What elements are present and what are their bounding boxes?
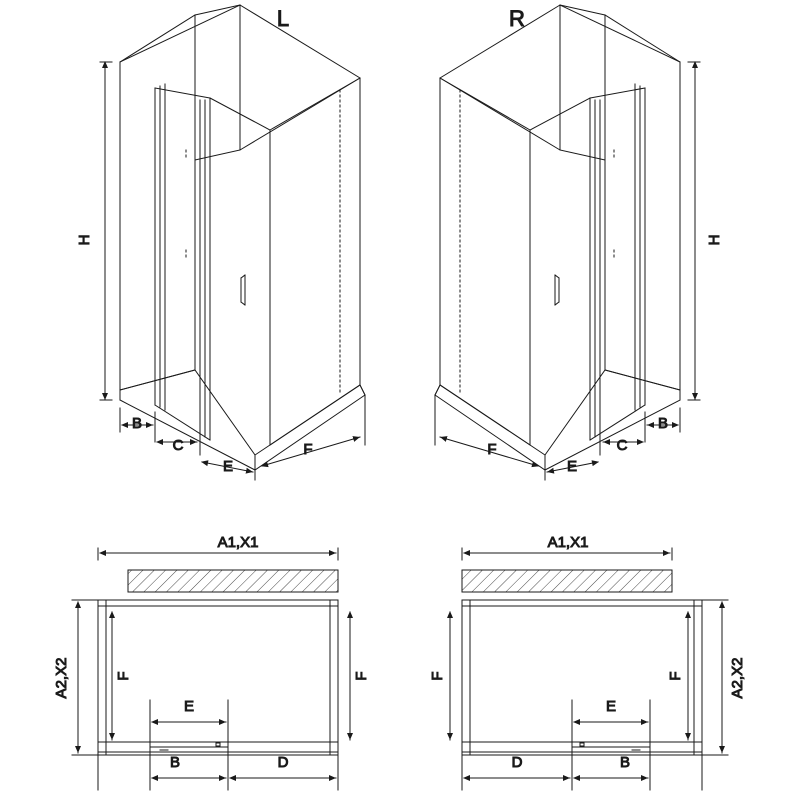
plan-right-top-dim: A1,X1 [547, 533, 589, 551]
iso-left-label-b: B [131, 414, 143, 432]
title-right: R [509, 5, 525, 31]
plan-left-inner-f-right: F [352, 671, 370, 681]
plan-left-dim-d: D [277, 753, 289, 771]
iso-left-label-e: E [222, 457, 234, 475]
iso-right-group [435, 5, 723, 480]
plan-left-dim-b: B [169, 753, 181, 771]
plan-left-inner-f-left: F [114, 671, 132, 681]
iso-right-label-c: C [616, 436, 628, 454]
plan-left-group [53, 534, 370, 790]
iso-right-label-e: E [566, 457, 578, 475]
plan-right-inner-f-right: F [666, 671, 684, 681]
plan-right-dim-e: E [605, 697, 617, 715]
iso-right-label-b: B [657, 414, 669, 432]
plan-right-group [429, 534, 746, 790]
plan-right-side-dim: A2,X2 [728, 657, 746, 699]
plan-left-side-dim: A2,X2 [52, 657, 70, 699]
iso-left-height-label: H [75, 234, 93, 246]
iso-left-group [76, 5, 365, 480]
iso-right-label-f: F [487, 440, 497, 458]
plan-left-top-dim: A1,X1 [217, 533, 259, 551]
plan-right-dim-d: D [511, 753, 523, 771]
plan-left-dim-e: E [183, 697, 195, 715]
plan-right-inner-f-left: F [428, 671, 446, 681]
iso-right-height-label: H [705, 234, 723, 246]
iso-left-label-f: F [303, 440, 313, 458]
plan-right-dim-b: B [619, 753, 631, 771]
iso-left-label-c: C [172, 436, 184, 454]
title-left: L [276, 5, 290, 31]
